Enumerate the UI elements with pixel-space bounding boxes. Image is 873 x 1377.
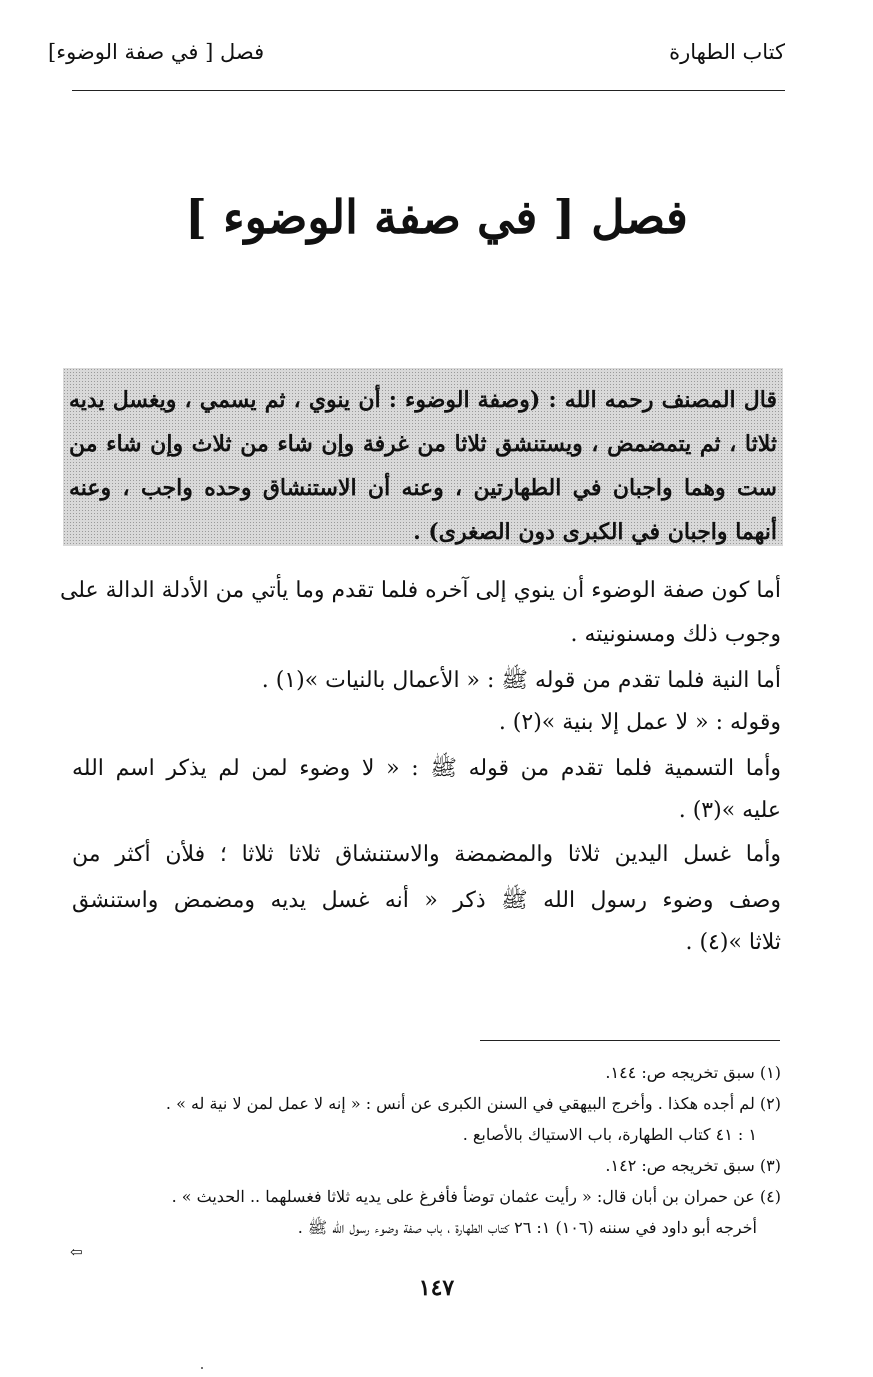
- body-line: وصف وضوء رسول الله ﷺ ذكر « أنه غسل يديه ومضمض واستنشق: [72, 888, 781, 913]
- body-line: وأما التسمية فلما تقدم من قوله ﷺ : « لا وضوء لمن لم يذكر اسم الله: [72, 756, 781, 781]
- body-line: وأما غسل اليدين ثلاثا والمضمضة والاستنشاق ثلاثا ثلاثا ؛ فلأن أكثر من: [72, 842, 781, 867]
- footnote-separator: [480, 1040, 780, 1041]
- body-line: عليه »(٣) .: [678, 798, 781, 823]
- header-rule: [72, 90, 785, 91]
- running-header-section: فصل [ في صفة الوضوء]: [48, 40, 265, 64]
- body-line: أما النية فلما تقدم من قوله ﷺ : « الأعمال بالنيات »(١) .: [261, 668, 781, 693]
- continue-arrow-icon: ⇦: [70, 1243, 83, 1261]
- author-excerpt-block: [63, 368, 783, 546]
- excerpt-line: ست وهما واجبان في الطهارتين ، وعنه أن الاستنشاق وحده واجب ، وعنه: [69, 475, 777, 501]
- body-line: أما كون صفة الوضوء أن ينوي إلى آخره فلما تقدم وما يأتي من الأدلة الدالة على: [59, 578, 781, 603]
- footnote: (١) سبق تخريجه ص: ١٤٤.: [605, 1063, 781, 1082]
- body-line: وقوله : « لا عمل إلا بنية »(٢) .: [498, 710, 781, 735]
- footnote: (٤) عن حمران بن أبان قال: « رأيت عثمان توضأ فأفرغ على يديه ثلاثا فغسلهما .. الحديث » .: [171, 1187, 781, 1206]
- body-line: وجوب ذلك ومسنونيته .: [570, 622, 781, 647]
- body-line: ثلاثا »(٤) .: [685, 930, 781, 955]
- footnote: ١ : ٤١ كتاب الطهارة، باب الاستياك بالأصابع .: [462, 1125, 757, 1144]
- running-header-book: كتاب الطهارة: [669, 40, 785, 64]
- footnote: (٣) سبق تخريجه ص: ١٤٢.: [605, 1156, 781, 1175]
- page-number: ١٤٧: [418, 1275, 455, 1301]
- footnote: أخرجه أبو داود في سننه (١٠٦) ١: ٢٦ كتاب الطهارة ، باب صفة وضوء رسول الله ﷺ .: [297, 1218, 757, 1237]
- excerpt-line: أنهما واجبان في الكبرى دون الصغرى) .: [413, 519, 777, 545]
- excerpt-line: قال المصنف رحمه الله : (وصفة الوضوء : أن ينوي ، ثم يسمي ، ويغسل يديه: [69, 387, 777, 413]
- section-title: فصل [ في صفة الوضوء ]: [185, 190, 688, 244]
- excerpt-line: ثلاثا ، ثم يتمضمض ، ويستنشق ثلاثا من غرفة وإن شاء من ثلاث وإن شاء من: [69, 431, 777, 457]
- footnote: (٢) لم أجده هكذا . وأخرج البيهقي في السنن الكبرى عن أنس : « إنه لا عمل لمن لا نية له » .: [165, 1094, 781, 1113]
- scan-speck: [201, 1367, 203, 1369]
